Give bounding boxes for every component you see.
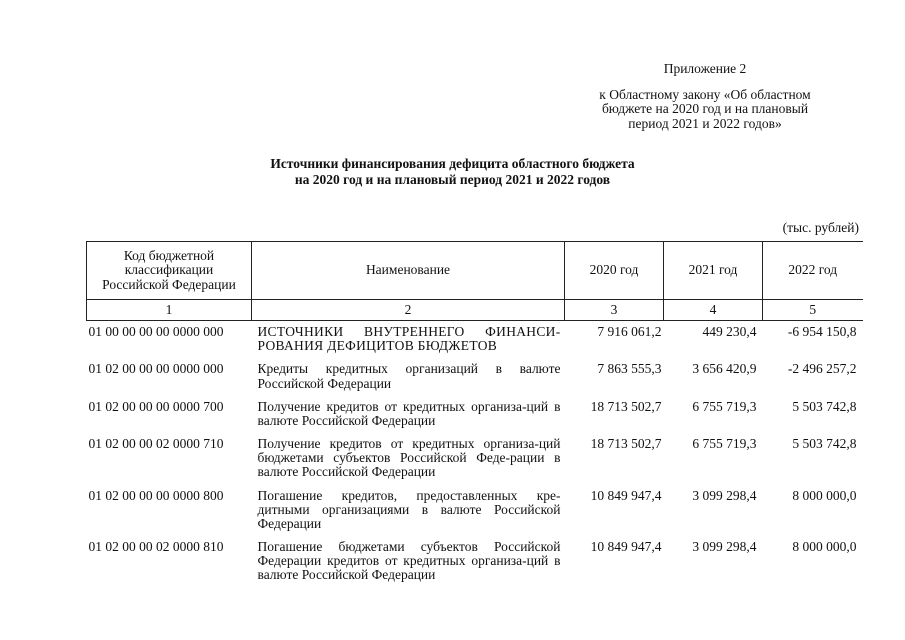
row-value-2021: 6 755 719,3 bbox=[692, 436, 757, 452]
row-value-2020: 10 849 947,4 bbox=[590, 487, 662, 503]
row-value-2020: 18 713 502,7 bbox=[590, 436, 662, 452]
row-name: Кредиты кредитных организаций в валюте Российской Федерации bbox=[257, 361, 561, 391]
appendix-number: Приложение 2 bbox=[663, 61, 747, 76]
header-2020: 2020 год bbox=[565, 242, 664, 300]
header-code: Код бюджетной классификации Российской Федерации bbox=[87, 242, 252, 300]
title-line: на 2020 год и на плановый период 2021 и 2022 годов bbox=[294, 171, 611, 187]
units-note: (тыс. рублей) bbox=[782, 220, 859, 235]
row-value-2022: -2 496 257,2 bbox=[787, 361, 857, 377]
header-name: Наименование bbox=[252, 242, 565, 300]
row-value-2022: 5 503 742,8 bbox=[792, 436, 857, 452]
appendix-line: к Областному закону «Об областном bbox=[599, 87, 811, 103]
row-code: 01 02 00 00 02 0000 710 bbox=[88, 436, 224, 452]
row-code: 01 00 00 00 00 0000 000 bbox=[88, 324, 224, 339]
table-row bbox=[87, 537, 863, 589]
header-2022: 2022 год bbox=[763, 242, 863, 300]
column-number: 2 bbox=[252, 300, 565, 321]
row-value-2021: 3 656 420,9 bbox=[692, 361, 757, 377]
row-code: 01 02 00 00 02 0000 810 bbox=[88, 539, 224, 555]
table-row bbox=[87, 486, 863, 538]
row-name: Погашение кредитов, предоставленных кре-дитными организациями в валюте Российской Федерации bbox=[257, 487, 561, 531]
row-code: 01 02 00 00 00 0000 000 bbox=[88, 361, 224, 377]
column-number: 1 bbox=[87, 300, 252, 321]
row-value-2022: 8 000 000,0 bbox=[792, 539, 857, 555]
title-line: Источники финансирования дефицита областного бюджета bbox=[270, 156, 635, 171]
appendix-line: период 2021 и 2022 годов» bbox=[628, 115, 782, 131]
column-number: 4 bbox=[664, 300, 763, 321]
row-value-2021: 6 755 719,3 bbox=[692, 398, 757, 414]
table-row bbox=[87, 434, 863, 486]
appendix-line: бюджете на 2020 год и на плановый bbox=[601, 101, 809, 117]
row-value-2020: 7 916 061,2 bbox=[597, 324, 662, 339]
row-code: 01 02 00 00 00 0000 700 bbox=[88, 398, 224, 414]
column-number: 3 bbox=[565, 300, 664, 321]
row-value-2021: 449 230,4 bbox=[702, 324, 757, 339]
row-name: Погашение бюджетами субъектов Российской Федерации кредитов от кредитных организа-ций в валюте Российской Федерации bbox=[257, 539, 561, 583]
column-number: 5 bbox=[763, 300, 863, 321]
row-value-2021: 3 099 298,4 bbox=[692, 487, 757, 503]
row-name: Получение кредитов от кредитных организа-ций в валюте Российской Федерации bbox=[257, 398, 561, 428]
table-row bbox=[87, 321, 863, 360]
row-value-2022: -6 954 150,8 bbox=[787, 324, 857, 339]
row-value-2020: 18 713 502,7 bbox=[590, 398, 662, 414]
row-value-2022: 5 503 742,8 bbox=[792, 398, 857, 414]
budget-sources-table bbox=[86, 241, 863, 589]
table-row bbox=[87, 397, 863, 434]
row-name: ИСТОЧНИКИ ВНУТРЕННЕГО ФИНАНСИ-РОВАНИЯ ДЕФИЦИТОВ БЮДЖЕТОВ bbox=[257, 324, 561, 354]
row-value-2021: 3 099 298,4 bbox=[692, 539, 757, 555]
row-value-2020: 10 849 947,4 bbox=[590, 539, 662, 555]
row-name: Получение кредитов от кредитных организа-ций бюджетами субъектов Российской Феде-рации в валюте Российской Федерации bbox=[257, 436, 561, 480]
row-value-2020: 7 863 555,3 bbox=[597, 361, 662, 377]
row-value-2022: 8 000 000,0 bbox=[792, 487, 857, 503]
header-2021: 2021 год bbox=[664, 242, 763, 300]
table-row bbox=[87, 359, 863, 396]
appendix-header bbox=[565, 62, 845, 131]
document-title bbox=[0, 156, 905, 187]
row-code: 01 02 00 00 00 0000 800 bbox=[88, 487, 224, 503]
